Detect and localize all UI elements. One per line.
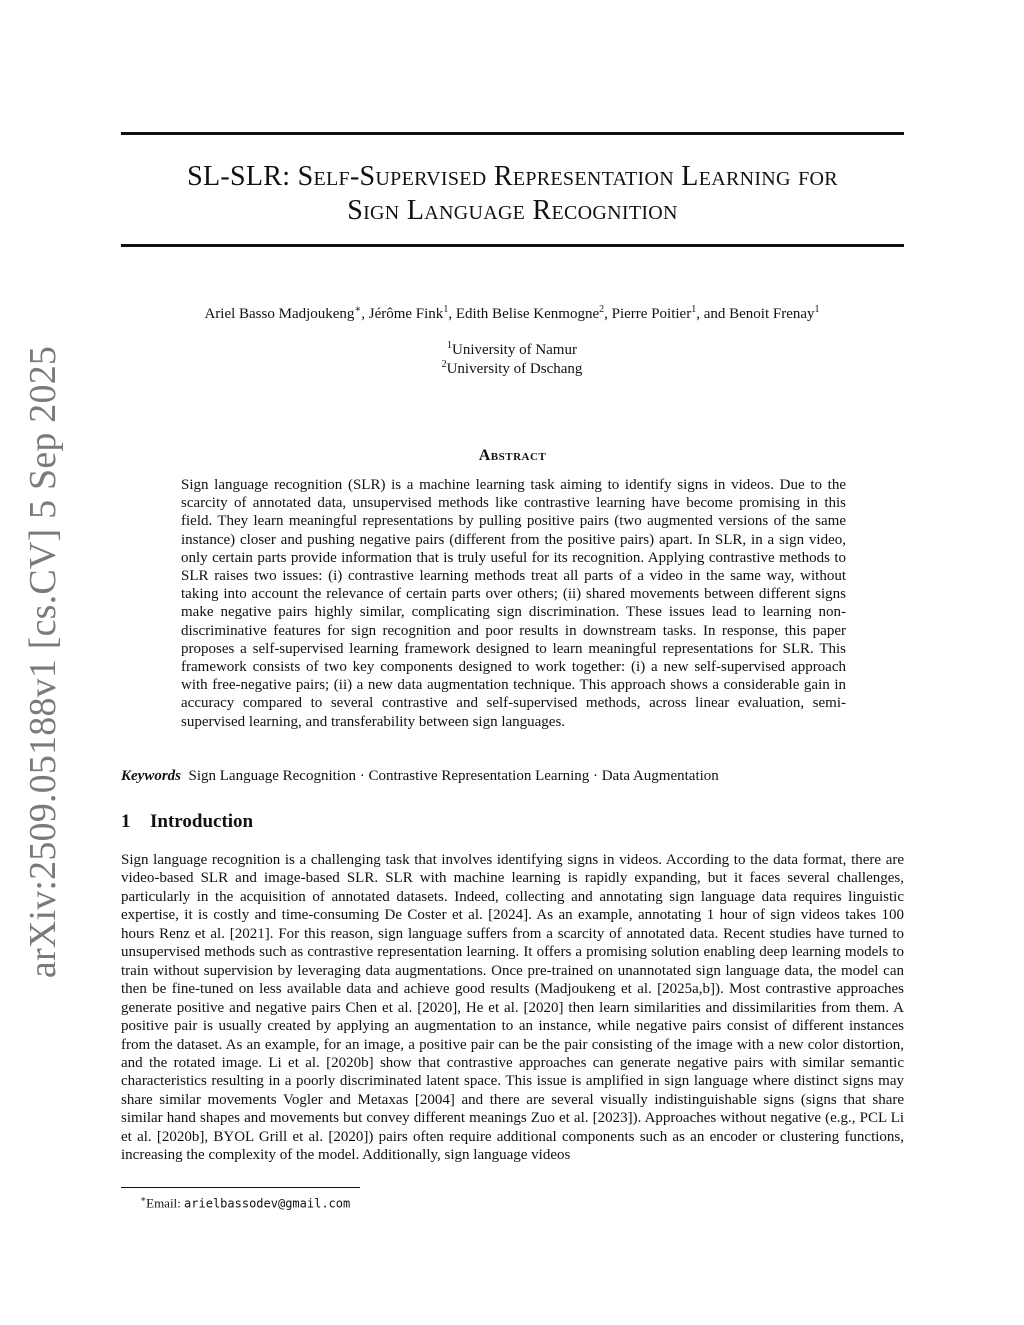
affiliation: $^1$University of Namur <box>447 340 577 358</box>
paper-title-line-1: SL-SLR: Self-Supervised Representation Learning for <box>187 161 838 192</box>
author-name: Ariel Basso Madjoukeng <box>204 306 355 322</box>
affiliation: $^2$University of Dschang <box>441 359 583 377</box>
keywords-line <box>121 767 904 786</box>
abstract-text: Sign language recognition (SLR) is a machine learning task aiming to identify signs in videos. Due to the scarcity of annotated data, unsupervised methods like contrastive learning have become promising in this field. They learn meaningful representations by pulling positive pairs (two augmented versions of the same instance) closer and pushing negative pairs (different from the positive pairs) apart. In SLR, in a sign video, only certain parts provide information that is truly useful for its recognition. Applying contrastive methods to SLR raises two issues: (i) contrastive learning methods treat all parts of a video in the same way, without taking into account the relevance of certain parts over others; (ii) shared movements between different signs make negative pairs highly similar, complicating sign discrimination. These issues lead to learning non-discriminative features for sign recognition and poor results in downstream tasks. In response, this paper proposes a self-supervised learning framework designed to learn meaningful representations for SLR. This framework consists of two key components designed to work together: (i) a new self-supervised approach with free-negative pairs; (ii) a new data augmentation technique. This approach shows a considerable gain in accuracy compared to several contrastive and self-supervised methods, across linear evaluation, semi-supervised learning, and transferability between sign languages. <box>181 477 846 730</box>
author-mark: 1 <box>691 304 697 315</box>
author-name: Benoit Frenay <box>729 306 815 322</box>
section-heading <box>121 811 253 833</box>
footnote-rule <box>121 1187 360 1188</box>
abstract-heading: Abstract <box>478 447 547 464</box>
author-mark: ∗ <box>354 304 362 315</box>
author-name: Jérôme Fink <box>368 306 444 322</box>
keywords-text: Sign Language Recognition · Contrastive Representation Learning · Data Augmentation <box>188 768 719 784</box>
introduction-text: Sign language recognition is a challenging task that involves identifying signs in videos. According to the data format, there are video-based SLR and image-based SLR. SLR with machine learning is rapidly expanding, but it faces several challenges, particularly in the acquisition of annotated datasets. Indeed, collecting and annotating sign language data requires linguistic expertise, it is costly and time-consuming De Coster et al. [2024]. As an example, annotating 1 hour of sign videos takes 100 hours Renz et al. [2021]. For this reason, sign language suffers from a scarcity of annotated data. Recent studies have turned to unsupervised methods such as contrastive representation learning. It offers a promising solution enabling deep learning models to train without supervision by leveraging data augmentations. Once pre-trained on unannotated sign language data, the model can then be fine-tuned on less available data and achieve good results (Madjoukeng et al. [2025a,b]). Most contrastive approaches generate positive and negative pairs Chen et al. [2020], He et al. [2020] then learn similarities and dissimilarities from them. A positive pair is usually created by applying an augmentation to an instance, while negative pairs consist of different instances from the dataset. As an example, for an image, a positive pair can be the pair consisting of the image with a new color distortion, and the rotated image. Li et al. [2020b] show that contrastive approaches can generate negative pairs with similar semantic characteristics resulting in a poorly discriminated latent space. This issue is amplified in sign language where distinct signs may share similar movements Vogler and Metaxas [2004] and there are several visually indistinguishable signs (signs that share similar hand shapes and movements but convey different meanings Zuo et al. [2023]). Approaches without negative (e.g., PCL Li et al. [2020b], BYOL Grill et al. [2020]) pairs often require additional components such as an encoder or clustering functions, increasing the complexity of the model. Additionally, sign language videos <box>121 852 904 1164</box>
author-mark: 1 <box>814 304 820 315</box>
author-list: Ariel Basso Madjoukeng∗, Jérôme Fink$^1$, Edith Belise Kenmogne$^2$, Pierre Poitier$^1$, and Benoit Frenay$^1$ <box>204 304 820 322</box>
title-rule-top <box>121 132 904 135</box>
author-mark: 2 <box>599 304 605 315</box>
title-rule-bottom <box>121 244 904 247</box>
email-address: arielbassodev@gmail.com <box>184 1196 351 1211</box>
author-name: Edith Belise Kenmogne <box>455 306 600 322</box>
author-name: Pierre Poitier <box>611 306 692 322</box>
keywords-label: Keywords <box>121 768 181 784</box>
section-title: Introduction <box>150 811 254 832</box>
section-number: 1 <box>121 811 131 832</box>
arxiv-identifier-text: arXiv:2509.05188v1 [cs.CV] 5 Sep 2025 <box>22 345 64 979</box>
paper-title-line-2: Sign Language Recognition <box>347 195 678 226</box>
author-mark: 1 <box>443 304 449 315</box>
footnote: ∗Email: arielbassodev@gmail.com <box>140 1194 351 1211</box>
